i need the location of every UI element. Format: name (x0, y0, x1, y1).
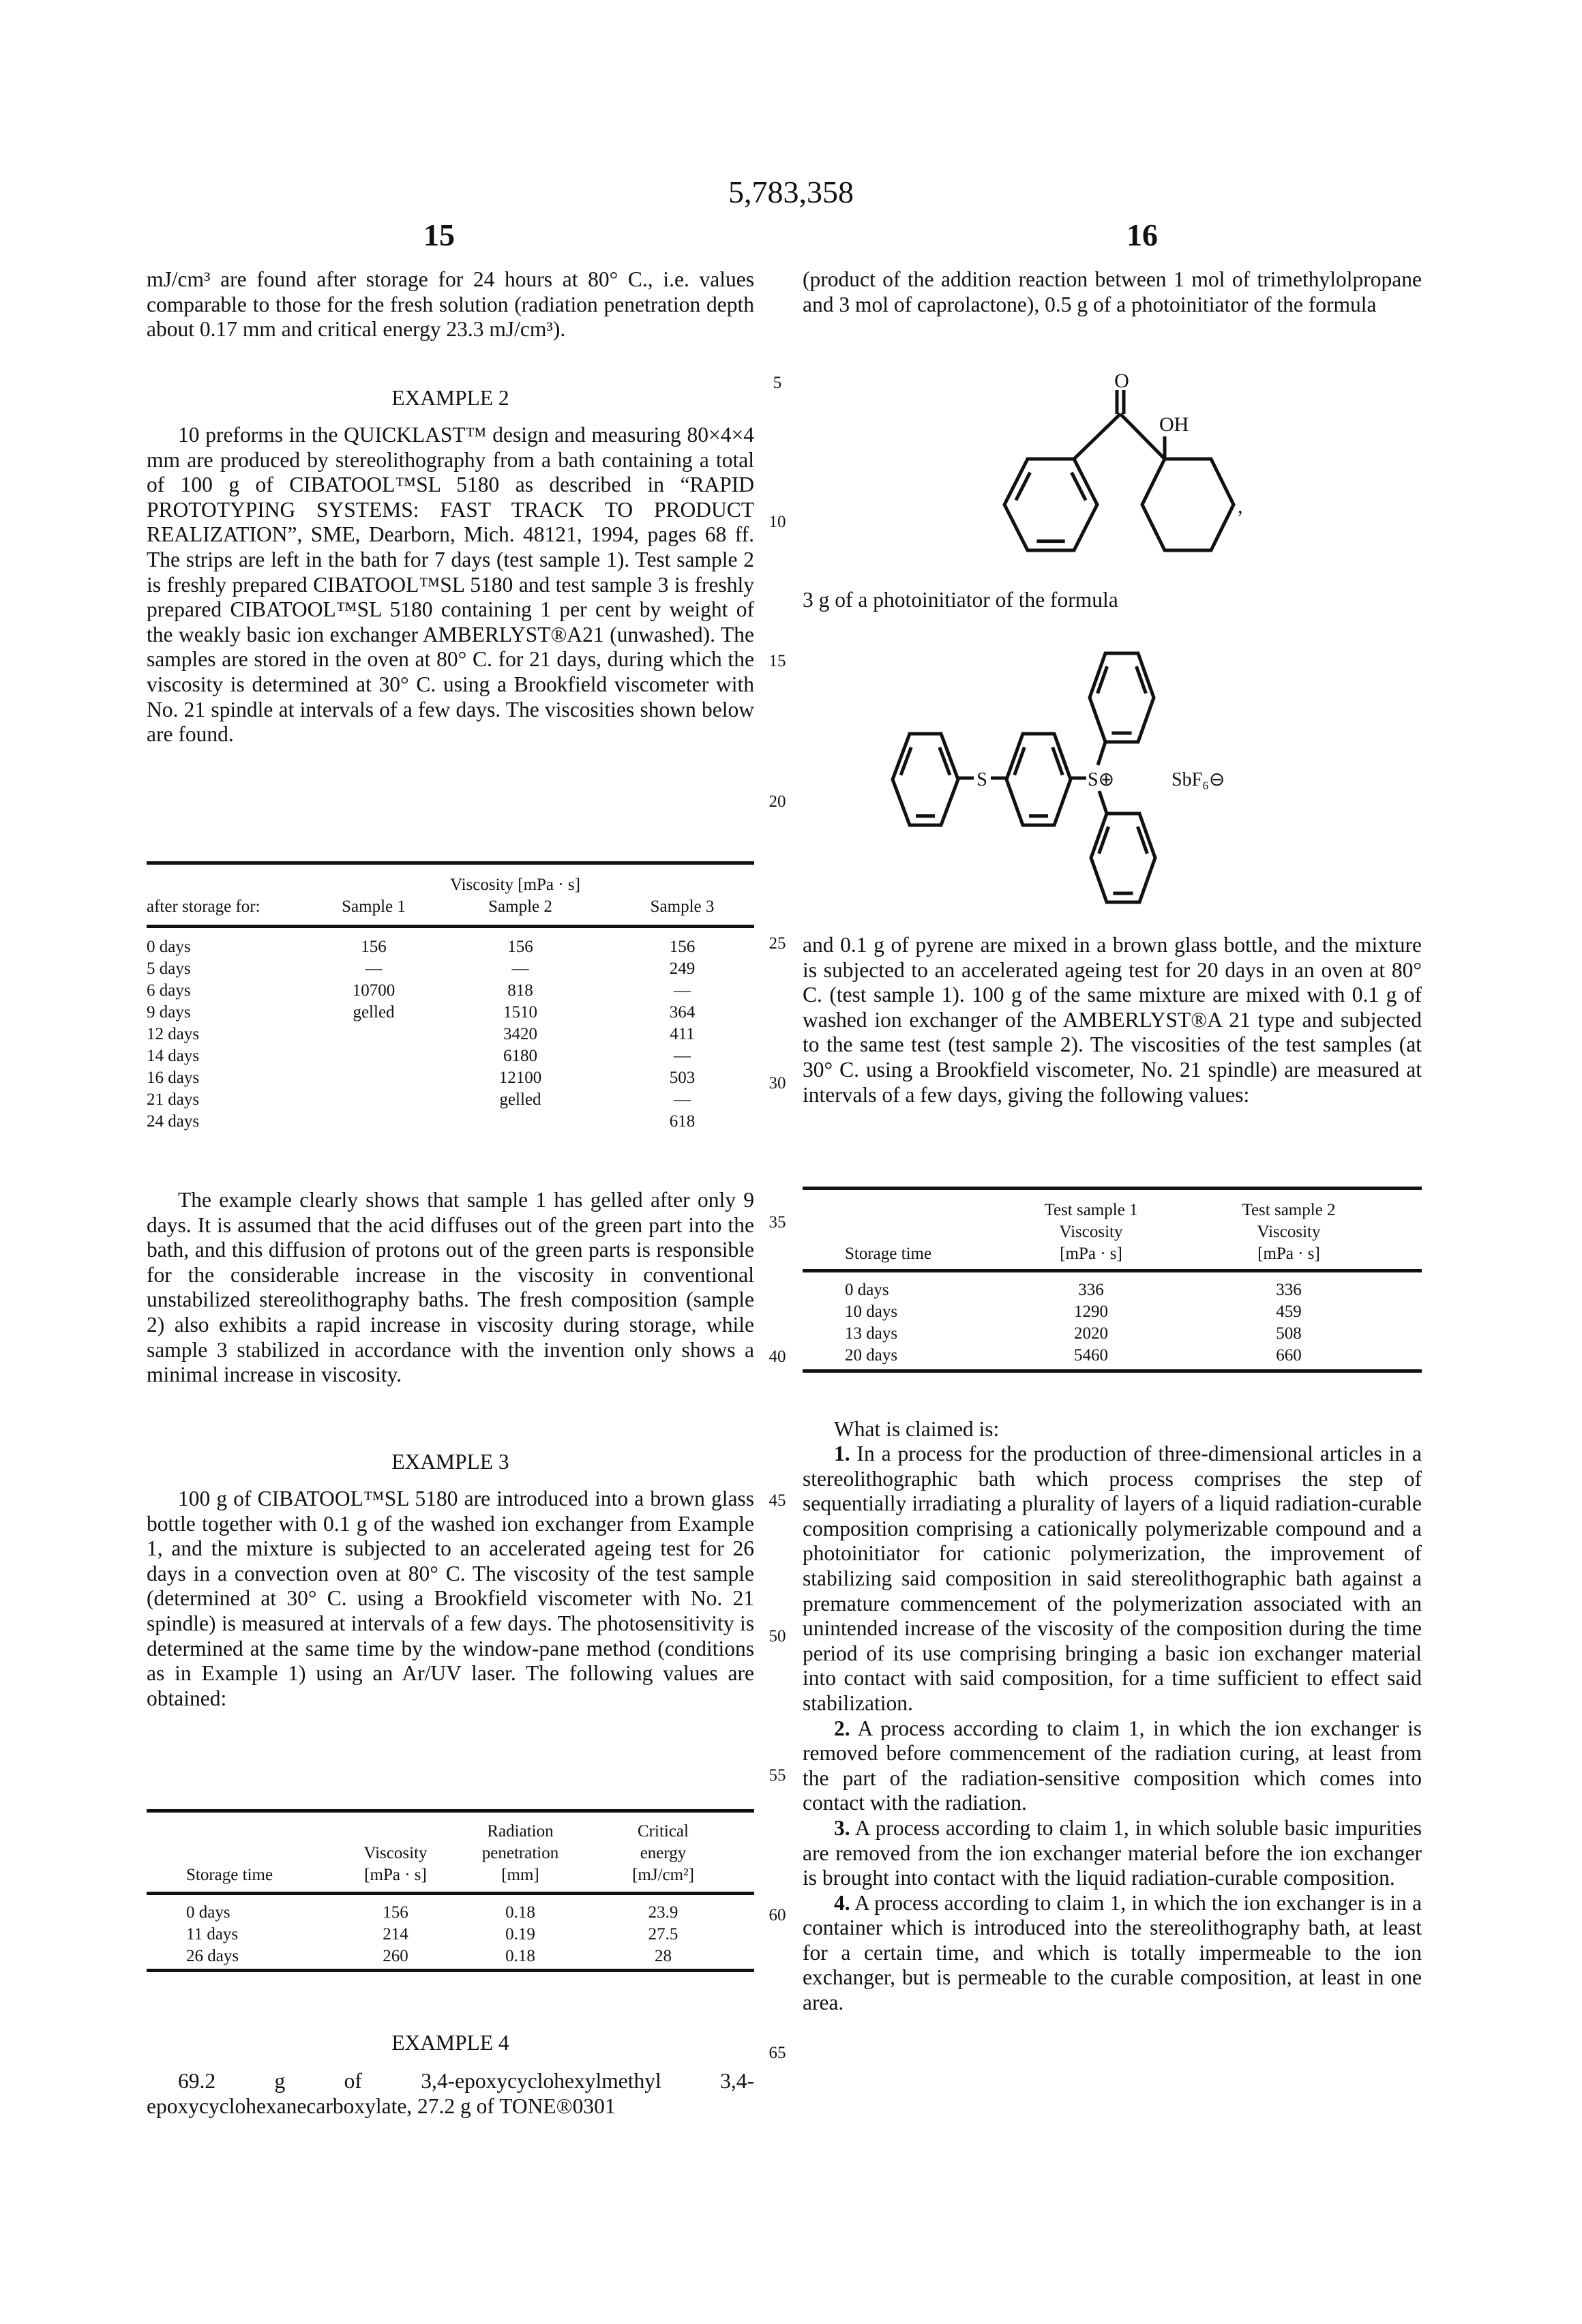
claim-number: 4. (834, 1891, 850, 1915)
table-cell: 156 (430, 936, 610, 958)
patent-number: 5,783,358 (0, 174, 1582, 210)
sulfonium-label: S⊕ (1088, 769, 1114, 790)
table-cell: — (430, 958, 610, 980)
line-number: 25 (757, 934, 798, 953)
table-cell: Test sample 1 (984, 1200, 1198, 1221)
table-cell: 336 (984, 1279, 1198, 1301)
section-heading: EXAMPLE 4 (147, 2031, 754, 2055)
left-page-number: 15 (371, 217, 507, 253)
table-cell: gelled (317, 1002, 430, 1024)
table-cell: [mJ/cm²] (572, 1864, 754, 1886)
paragraph: The example clearly shows that sample 1 has gelled after only 9 days. It is assumed that the acid diffuses out of the green part into the bath, and this diffusion of protons out of the green parts is responsible for the considerable increase in the viscosity in conventional unstabilized stereolithography baths. The fresh composition (sample 2) also exhibits a rapid increase in viscosity during storage, while sample 3 stabilized in accordance with the invention only shows a minimal increase in viscosity. (147, 1188, 754, 1388)
column-header: after storage for: (147, 896, 317, 918)
table-cell: — (610, 980, 754, 1002)
table-cell: 1510 (430, 1002, 610, 1024)
section-heading: EXAMPLE 3 (147, 1450, 754, 1474)
triarylsulfonium-hexafluoroantimonate-structure (893, 653, 1225, 902)
line-number: 10 (757, 513, 798, 532)
chemical-structures (0, 0, 1582, 2324)
table-cell: 5 days (147, 958, 317, 980)
table-cell: 508 (1198, 1323, 1379, 1345)
claim-text: A process according to claim 1, in which the ion exchanger is in a container which is introduced into the stereolithography bath, at least for a certain time, and which is totally impermeable to the ion exchanger, but is permeable to the curable composition, at least in one area. (803, 1891, 1422, 2014)
oxygen-label: O (1114, 370, 1129, 392)
line-number: 5 (757, 374, 798, 393)
table-cell: 21 days (147, 1089, 317, 1111)
table-cell: 156 (323, 1902, 468, 1924)
table-cell: 0.19 (468, 1924, 572, 1946)
line-number: 20 (757, 792, 798, 811)
line-number: 40 (757, 1347, 798, 1367)
table-cell: Viscosity (984, 1221, 1198, 1243)
table-cell: 13 days (803, 1323, 984, 1345)
table-cell: 10 days (803, 1301, 984, 1323)
table-cell: gelled (430, 1089, 610, 1111)
table-cell: 12 days (147, 1024, 317, 1045)
paragraph: and 0.1 g of pyrene are mixed in a brown glass bottle, and the mixture is subjected to an accelerated ageing test for 20 days in an oven at 80° C. (test sample 1). 100 g of the same mixture are mixed with 0.1 g of washed ion exchanger of the AMBERLYST®A 21 type and subjected to the same test (test sample 2). The viscosities of the test samples (at 30° C. using a Brookfield viscometer, No. 21 spindle) are measured at intervals of a few days, giving the following values: (803, 933, 1422, 1107)
claim-number: 3. (834, 1816, 850, 1840)
hydroxycyclohexyl-phenyl-ketone-structure (1004, 370, 1243, 550)
benzene-ring (1004, 459, 1097, 550)
table-cell: 364 (610, 1002, 754, 1024)
bond (1099, 791, 1107, 814)
benzene-ring (1091, 814, 1155, 902)
table-cell: 1290 (984, 1301, 1198, 1323)
table-cell: energy (572, 1843, 754, 1864)
line-number: 60 (757, 1906, 798, 1925)
table-cell: 214 (323, 1924, 468, 1946)
table-cell: 618 (610, 1111, 754, 1133)
counterion-label: SbF₆⊖ (1171, 769, 1225, 790)
table-cell: — (317, 958, 430, 980)
table-cell: 249 (610, 958, 754, 980)
table-cell: [mPa · s] (1198, 1243, 1379, 1265)
table-cell: — (610, 1089, 754, 1111)
benzene-ring (893, 734, 958, 825)
column-header: Sample 2 (430, 896, 610, 918)
table-cell: 0 days (803, 1279, 984, 1301)
line-number: 15 (757, 652, 798, 671)
line-number: 65 (757, 2044, 798, 2063)
paragraph: (product of the addition reaction between 1 mol of trimethylolpropane and 3 mol of caprolactone), 0.5 g of a photoinitiator of the formula (803, 267, 1422, 317)
comma: , (1238, 495, 1243, 518)
paragraph: 10 preforms in the QUICKLAST™ design and measuring 80×4×4 mm are produced by stereolithography from a bath containing a total of 100 g of CIBATOOL™SL 5180 as described in “RAPID PROTOTYPING SYSTEMS: FAST TRACK TO PRODUCT REALIZATION”, SME, Dearborn, Mich. 48121, 1994, pages 68 ff. The strips are left in the bath for 7 days (test sample 1). Test sample 2 is freshly prepared CIBATOOL™SL 5180 and test sample 3 is freshly prepared CIBATOOL™SL 5180 containing 1 per cent by weight of the weakly basic ion exchanger AMBERLYST®A21 (unwashed). The samples are stored in the oven at 80° C. for 21 days, during which the viscosity is determined at 30° C. using a Brookfield viscometer with No. 21 spindle at intervals of a few days. The viscosities shown below are found. (147, 423, 754, 747)
paragraph: 69.2 g of 3,4-epoxycyclohexylmethyl 3,4-epoxycyclohexanecarboxylate, 27.2 g of TONE®0301 (147, 2069, 754, 2119)
line-number: 50 (757, 1627, 798, 1646)
column-header: Sample 1 (317, 896, 430, 918)
table-cell: 660 (1198, 1345, 1379, 1367)
table-cell: 459 (1198, 1301, 1379, 1323)
section-heading: EXAMPLE 2 (147, 386, 754, 411)
table-cell: 14 days (147, 1045, 317, 1067)
column-header: Sample 3 (610, 896, 754, 918)
bond (1074, 414, 1120, 459)
table-cell: 23.9 (572, 1902, 754, 1924)
table-cell: 818 (430, 980, 610, 1002)
bond (1098, 742, 1105, 765)
benzene-ring (1006, 734, 1071, 825)
table-cell: 2020 (984, 1323, 1198, 1345)
table-cell: 27.5 (572, 1924, 754, 1946)
right-page-number: 16 (1074, 217, 1210, 253)
table-cell: Radiation (468, 1821, 572, 1843)
table-cell: [mPa · s] (984, 1243, 1198, 1265)
table-cell: 0 days (147, 1902, 323, 1924)
table-cell: 6180 (430, 1045, 610, 1067)
table-cell: 336 (1198, 1279, 1379, 1301)
table-cell: penetration (468, 1843, 572, 1864)
hydroxyl-label: OH (1159, 413, 1189, 436)
table-cell: 0 days (147, 936, 317, 958)
table-cell: Viscosity (323, 1843, 468, 1864)
table-cell: Critical (572, 1821, 754, 1843)
claim-number: 2. (834, 1716, 850, 1740)
table-cell: 0.18 (468, 1946, 572, 1967)
table-cell: 411 (610, 1024, 754, 1045)
table-cell: 0.18 (468, 1902, 572, 1924)
paragraph: 3 g of a photoinitiator of the formula (803, 588, 1422, 613)
paragraph: mJ/cm³ are found after storage for 24 hours at 80° C., i.e. values comparable to those for the fresh solution (radiation penetration depth about 0.17 mm and critical energy 23.3 mJ/cm³). (147, 267, 754, 342)
table-cell: 16 days (147, 1067, 317, 1089)
claim-text: In a process for the production of three-dimensional articles in a stereolithographic bath which process comprises the step of sequentially irradiating a plurality of layers of a liquid radiation-curable composition comprising a cationically polymerizable compound and a photoinitiator for cationic polymerization, the improvement of stabilizing said composition in said stereolithographic bath against a premature commencement of the polymerization associated with an unintended increase of the viscosity of the composition during the time period of its use comprising bringing a basic ion exchanger material into contact with said composition, for a time sufficient to effect said stabilization. (803, 1442, 1422, 1715)
table-cell: 20 days (803, 1345, 984, 1367)
table-cell: 12100 (430, 1067, 610, 1089)
bond (1120, 414, 1165, 459)
claim-text: A process according to claim 1, in which the ion exchanger is removed before commencement of the radiation curing, at least from the part of the radiation-sensitive composition which comes into contact with the radiation. (803, 1716, 1422, 1815)
table-cell: [mPa · s] (323, 1864, 468, 1886)
table-cell: 9 days (147, 1002, 317, 1024)
table-cell: Storage time (147, 1864, 323, 1886)
line-number: 35 (757, 1213, 798, 1232)
table-group-header: Viscosity [mPa · s] (317, 874, 754, 896)
table-cell: — (610, 1045, 754, 1067)
claim-text: A process according to claim 1, in which soluble basic impurities are removed from the ion exchanger material before the ion exchanger is brought into contact with the liquid radiation-curable composition. (803, 1816, 1422, 1890)
cyclohexane-ring (1142, 459, 1234, 550)
line-number: 30 (757, 1074, 798, 1093)
table-cell: 28 (572, 1946, 754, 1967)
table-cell: 5460 (984, 1345, 1198, 1367)
table-cell: 3420 (430, 1024, 610, 1045)
benzene-ring (1090, 653, 1154, 742)
paragraph: 100 g of CIBATOOL™SL 5180 are introduced into a brown glass bottle together with 0.1 g of the washed ion exchanger from Example 1, and the mixture is subjected to an accelerated ageing test for 26 days in a convection oven at 80° C. The viscosity of the test sample (determined at 30° C. using a Brookfield viscometer with No. 21 spindle) is measured at intervals of a few days. The photosensitivity is determined at the same time by the window-pane method (conditions as in Example 1) using an Ar/UV laser. The following values are obtained: (147, 1487, 754, 1711)
claim-number: 1. (834, 1442, 850, 1465)
table-cell: 156 (317, 936, 430, 958)
table-cell: 156 (610, 936, 754, 958)
sulfur-label: S (976, 769, 987, 790)
table-cell: 24 days (147, 1111, 317, 1133)
table-cell: Test sample 2 (1198, 1200, 1379, 1221)
table-cell: 26 days (147, 1946, 323, 1967)
table-cell: 11 days (147, 1924, 323, 1946)
table-cell: [mm] (468, 1864, 572, 1886)
table-cell: 503 (610, 1067, 754, 1089)
table-cell: 10700 (317, 980, 430, 1002)
line-number: 45 (757, 1491, 798, 1510)
table-cell: 260 (323, 1946, 468, 1967)
table-cell: Storage time (803, 1243, 984, 1265)
table-cell: Viscosity (1198, 1221, 1379, 1243)
table-cell: 6 days (147, 980, 317, 1002)
line-number: 55 (757, 1766, 798, 1785)
claims-intro: What is claimed is: (803, 1417, 1422, 1442)
